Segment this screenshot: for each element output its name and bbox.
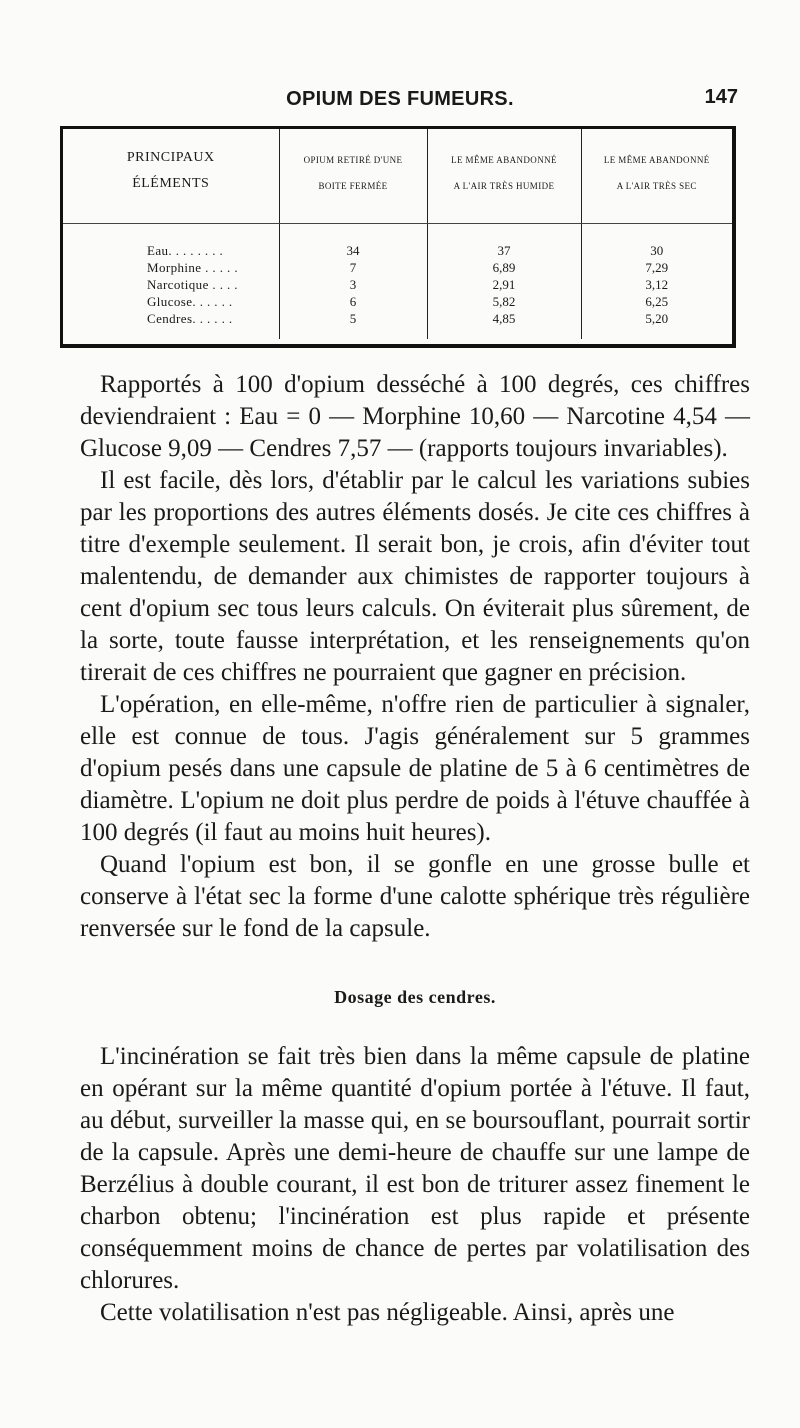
- running-title: OPIUM DES FUMEURS.: [286, 88, 514, 110]
- cell-air-humide: 6,89: [427, 259, 581, 276]
- cell-air-sec: 3,12: [581, 276, 732, 293]
- paragraph: L'incinération se fait très bien dans la même capsule de platine en opérant sur la même quantité d'opium portée à l'étuve. Il faut, au début, surveiller la masse qui, en se boursouflant, pourrait sortir de la capsule. Après une demi-heure de chauffe sur une lampe de Berzélius à double courant, il est bon de triturer assez finement le charbon obtenu; l'incinération est plus rapide et présente conséquemment moins de chance de pertes par volatilisation des chlorures.: [80, 1043, 750, 1294]
- cell-air-sec: 7,29: [581, 259, 732, 276]
- paragraph: Il est facile, dès lors, d'établir par le calcul les variations subies par les proportions des autres éléments dosés. Je cite ces chiffres à titre d'exemple seulement. Il serait bon, je crois, afin d'éviter tout malentendu, de demander aux chimistes de rapporter toujours à cent d'opium sec tous leurs calculs. On éviterait plus sûrement, de la sorte, toute fausse interprétation, et les renseignements qu'on tirerait de ces chiffres ne pourraient que gagner en précision.: [80, 467, 750, 686]
- header-boite-fermee: OPIUM RETIRÉ D'UNE BOITE FERMÉE: [279, 129, 427, 224]
- row-label: Cendres. . . . . .: [147, 311, 233, 326]
- section-heading: Dosage des cendres.: [334, 987, 496, 1007]
- row-label: Narcotique . . . .: [147, 277, 238, 292]
- row-label: Morphine . . . . .: [147, 260, 238, 275]
- cell-boite-fermee: 7: [279, 259, 427, 276]
- page-number: 147: [704, 86, 738, 108]
- header-air-humide: LE MÊME ABANDONNÉ A L'AIR TRÈS HUMIDE: [427, 129, 581, 224]
- composition-table: [60, 126, 736, 348]
- table-header-row: [63, 129, 732, 224]
- table-row: [63, 293, 732, 310]
- paragraph: Cette volatilisation n'est pas négligeable. Ainsi, après une: [100, 1299, 675, 1326]
- table-row: [63, 224, 732, 260]
- cell-boite-fermee: 34: [279, 224, 427, 260]
- paragraph: Rapportés à 100 d'opium desséché à 100 degrés, ces chiffres deviendraient : Eau = 0 — Morphine 10,60 — Narcotine 4,54 — Glucose 9,09 — Cendres 7,57 — (rapports toujours invariables).: [80, 371, 750, 462]
- row-label: Eau. . . . . . . .: [147, 243, 224, 258]
- cell-boite-fermee: 3: [279, 276, 427, 293]
- cell-boite-fermee: 5: [279, 310, 427, 339]
- header-air-sec: LE MÊME ABANDONNÉ A L'AIR TRÈS SEC: [581, 129, 732, 224]
- paragraph: L'opération, en elle-même, n'offre rien de particulier à signaler, elle est connue de tous. J'agis généralement sur 5 grammes d'opium pesés dans une capsule de platine de 5 à 6 centimètres de diamètre. L'opium ne doit plus perdre de poids à l'étuve chauffée à 100 degrés (il faut au moins huit heures).: [80, 691, 750, 846]
- table-row: [63, 276, 732, 293]
- cell-air-sec: 5,20: [581, 310, 732, 339]
- row-label: Glucose. . . . . .: [147, 294, 233, 309]
- cell-air-sec: 6,25: [581, 293, 732, 310]
- cell-boite-fermee: 6: [279, 293, 427, 310]
- table-row: [63, 259, 732, 276]
- cell-air-humide: 2,91: [427, 276, 581, 293]
- table-row: [63, 310, 732, 339]
- paragraph: Quand l'opium est bon, il se gonfle en une grosse bulle et conserve à l'état sec la forme d'une calotte sphérique très régulière renversée sur le fond de la capsule.: [80, 851, 750, 942]
- cell-air-sec: 30: [581, 224, 732, 260]
- cell-air-humide: 5,82: [427, 293, 581, 310]
- body-text: [80, 369, 750, 1329]
- cell-air-humide: 4,85: [427, 310, 581, 339]
- cell-air-humide: 37: [427, 224, 581, 260]
- header-principaux-elements: PRINCIPAUX ÉLÉMENTS: [63, 129, 279, 224]
